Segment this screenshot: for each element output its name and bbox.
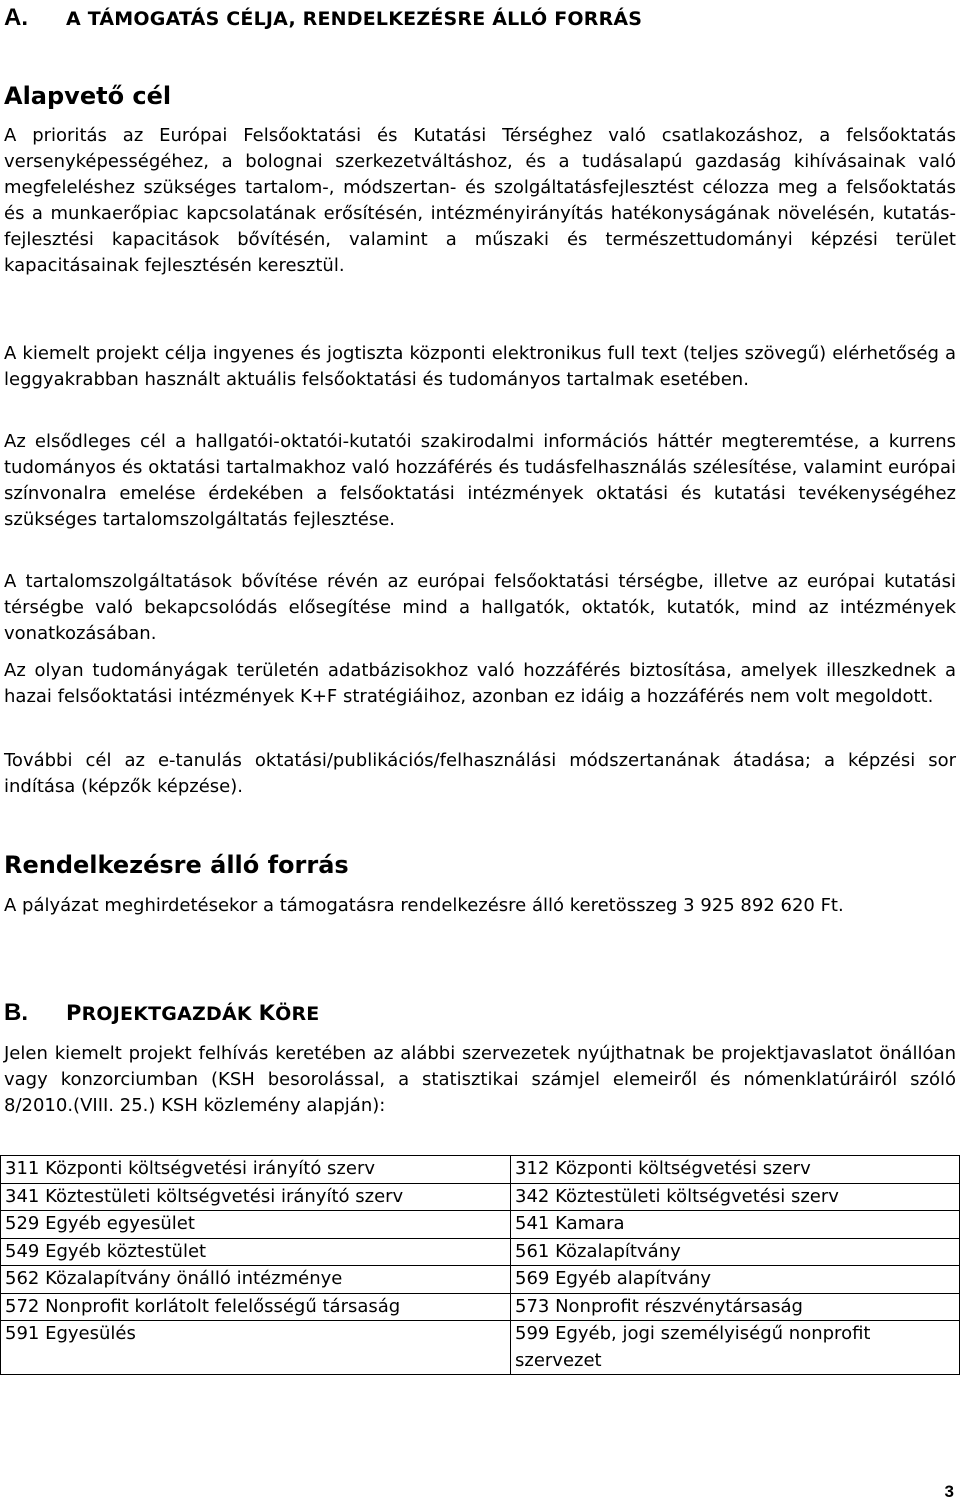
table-cell: 311 Központi költségvetési irányító szerv xyxy=(1,1156,511,1184)
paragraph-2: A kiemelt projekt célja ingyenes és jogtiszta központi elektronikus full text (teljes szövegű) elérhetőség a leggyakrabban használt aktuális felsőoktatási és tudományos tartalmak esetében. xyxy=(4,343,956,390)
table-cell: 572 Nonprofit korlátolt felelősségű társaság xyxy=(1,1293,511,1321)
paragraph-4: A tartalomszolgáltatások bővítése révén az európai felsőoktatási térségbe, illetve az európai kutatási térségbe való bekapcsolódás elősegítése mind a hallgatók, oktatók, kutatók, mind az intézmények vonatkozásában. xyxy=(4,571,956,644)
table-row xyxy=(1,1238,960,1266)
table-cell: 541 Kamara xyxy=(511,1211,960,1239)
table-row xyxy=(1,1211,960,1239)
table-cell: 341 Köztestületi költségvetési irányító szerv xyxy=(1,1183,511,1211)
table-cell: 591 Egyesülés xyxy=(1,1321,511,1375)
table-cell: 599 Egyéb, jogi személyiségű nonprofit szervezet xyxy=(511,1321,960,1375)
table-row xyxy=(1,1266,960,1294)
paragraph-5: Az olyan tudományágak területén adatbázisokhoz való hozzáférés biztosítása, amelyek illeszkednek a hazai felsőoktatási intézmények K+F stratégiáihoz, azonban ez idáig a hozzáférés nem volt megoldott. xyxy=(4,660,956,707)
section-a-title: A TÁMOGATÁS CÉLJA, RENDELKEZÉSRE ÁLLÓ FORRÁS xyxy=(66,8,643,30)
table-cell: 569 Egyéb alapítvány xyxy=(511,1266,960,1294)
table-cell: 529 Egyéb egyesület xyxy=(1,1211,511,1239)
page-number: 3 xyxy=(944,1482,954,1501)
paragraph-6: További cél az e-tanulás oktatási/publikációs/felhasználási módszertanának átadása; a képzési sor indítása (képzők képzése). xyxy=(4,750,956,797)
paragraph-1: A prioritás az Európai Felsőoktatási és Kutatási Térséghez való csatlakozáshoz, a felsőoktatás versenyképességéhez, a bolognai szerkezetváltáshoz, és a tudásalapú gazdaság kihívásainak való megfeleléshez szükséges tartalom-, módszertan- és szolgáltatásfejlesztést célozza meg a felsőoktatás és a munkaerőpiac kapcsolatának erősítésén, intézményirányítás hatékonyságának növelésén, kutatás-fejlesztési kapacitások bővítésén, valamint a műszaki és természettudományi képzési terület kapacitásainak fejlesztésén keresztül. xyxy=(4,125,956,276)
table-row xyxy=(1,1156,960,1184)
table-cell: 549 Egyéb köztestület xyxy=(1,1238,511,1266)
section-a-heading xyxy=(4,4,642,34)
table-cell: 561 Közalapítvány xyxy=(511,1238,960,1266)
rendelkezesre-heading: Rendelkezésre álló forrás xyxy=(4,851,349,879)
section-b-title: PROJEKTGAZDÁK KÖRE xyxy=(66,1001,320,1025)
table-cell: 312 Központi költségvetési szerv xyxy=(511,1156,960,1184)
paragraph-3: Az elsődleges cél a hallgatói-oktatói-kutatói szakirodalmi információs háttér megteremtése, a kurrens tudományos és oktatási tartalmakhoz való hozzáférés és tudásfelhasználás szélesítése, valamint európai színvonalra emelése érdekében a felsőoktatási intézmények oktatási és kutatási tevékenységéhez szükséges tartalomszolgáltatás fejlesztése. xyxy=(4,431,956,530)
section-b-intro: Jelen kiemelt projekt felhívás keretében az alábbi szervezetek nyújthatnak be projektjavaslatot önállóan vagy konzorciumban (KSH besorolással, a statisztikai számjel elemeiről és nómenklatúráiról szóló 8/2010.(VIII. 25.) KSH közlemény alapján): xyxy=(4,1043,956,1116)
section-a-letter: A. xyxy=(4,4,28,31)
alapveto-cel-heading: Alapvető cél xyxy=(4,82,172,110)
section-b-heading xyxy=(4,999,319,1029)
table-row xyxy=(1,1293,960,1321)
organization-table xyxy=(0,1155,960,1375)
table-cell: 342 Köztestületi költségvetési szerv xyxy=(511,1183,960,1211)
funding-paragraph: A pályázat meghirdetésekor a támogatásra rendelkezésre álló keretösszeg 3 925 892 620 Ft. xyxy=(4,895,844,916)
section-b-letter: B. xyxy=(4,999,28,1026)
table-cell: 573 Nonprofit részvénytársaság xyxy=(511,1293,960,1321)
table-row xyxy=(1,1321,960,1375)
table-row xyxy=(1,1183,960,1211)
table-cell: 562 Közalapítvány önálló intézménye xyxy=(1,1266,511,1294)
